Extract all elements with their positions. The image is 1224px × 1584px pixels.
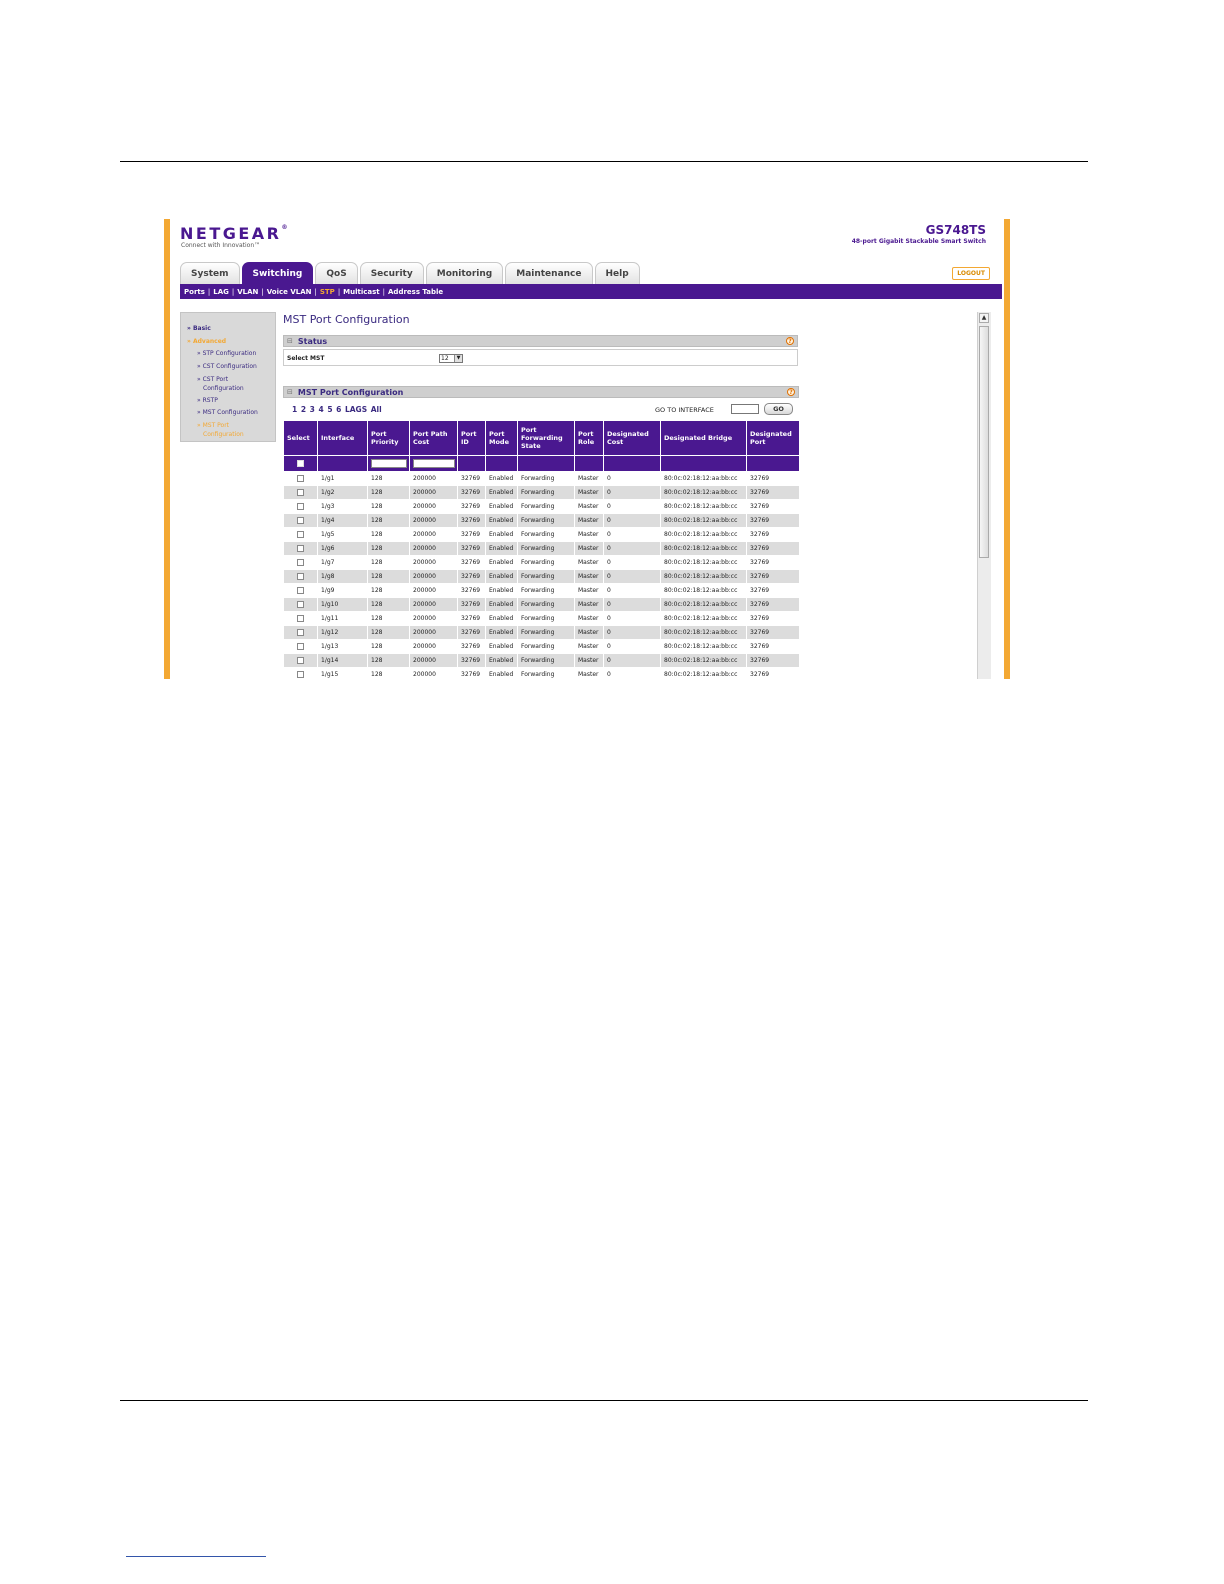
designated-port-cell: 32769	[747, 598, 800, 612]
port-mode-cell: Enabled	[486, 612, 518, 626]
port-forwarding-state-cell: Forwarding	[518, 486, 575, 500]
table-row[interactable]	[284, 486, 800, 500]
row-checkbox[interactable]	[297, 531, 304, 538]
table-row[interactable]	[284, 626, 800, 640]
port-role-cell: Master	[575, 556, 604, 570]
interface-cell: 1/g5	[318, 528, 368, 542]
filter-cell	[604, 456, 661, 472]
port-path-cost-cell: 200000	[410, 668, 458, 680]
scroll-up-icon[interactable]: ▲	[979, 313, 989, 323]
subnav-stp[interactable]: STP	[319, 287, 335, 296]
designated-cost-cell: 0	[604, 542, 661, 556]
designated-bridge-cell: 80:0c:02:18:12:aa:bb:cc	[661, 500, 747, 514]
designated-port-cell: 32769	[747, 500, 800, 514]
sub-navigation	[180, 284, 1002, 299]
port-role-cell: Master	[575, 514, 604, 528]
port-path-cost-cell: 200000	[410, 472, 458, 486]
select-all-checkbox[interactable]	[297, 460, 304, 467]
designated-port-cell: 32769	[747, 612, 800, 626]
leftnav-cst-configuration[interactable]: » CST Configuration	[197, 363, 257, 370]
port-mode-cell: Enabled	[486, 486, 518, 500]
select-cell	[284, 556, 318, 570]
leftnav-mst-port-configuration-line2[interactable]: Configuration	[203, 431, 244, 438]
filter-cell	[747, 456, 800, 472]
port-role-cell: Master	[575, 500, 604, 514]
select-cell	[284, 598, 318, 612]
select-cell	[284, 542, 318, 556]
table-row[interactable]	[284, 500, 800, 514]
port-forwarding-state-cell: Forwarding	[518, 500, 575, 514]
port-forwarding-state-cell: Forwarding	[518, 570, 575, 584]
row-checkbox[interactable]	[297, 559, 304, 566]
designated-bridge-cell: 80:0c:02:18:12:aa:bb:cc	[661, 654, 747, 668]
designated-port-cell: 32769	[747, 556, 800, 570]
port-forwarding-state-cell: Forwarding	[518, 584, 575, 598]
header-port-id: Port ID	[458, 421, 486, 456]
leftnav-rstp[interactable]: » RSTP	[197, 397, 218, 404]
port-mode-cell: Enabled	[486, 570, 518, 584]
logout-button[interactable]: LOGOUT	[952, 267, 990, 280]
port-mode-cell: Enabled	[486, 528, 518, 542]
port-id-cell: 32769	[458, 542, 486, 556]
port-id-cell: 32769	[458, 500, 486, 514]
header-designated-bridge: Designated Bridge	[661, 421, 747, 456]
port-priority-cell: 128	[368, 654, 410, 668]
tab-maintenance[interactable]: Maintenance	[505, 262, 592, 284]
subnav-voice-vlan[interactable]: Voice VLAN	[266, 287, 312, 296]
select-all-cell	[284, 456, 318, 472]
port-priority-cell: 128	[368, 612, 410, 626]
port-id-cell: 32769	[458, 556, 486, 570]
port-mode-cell: Enabled	[486, 640, 518, 654]
port-id-cell: 32769	[458, 570, 486, 584]
tab-monitoring[interactable]: Monitoring	[426, 262, 504, 284]
port-path-cost-cell: 200000	[410, 584, 458, 598]
collapse-icon[interactable]: ⊟	[287, 388, 293, 396]
status-section-header[interactable]	[283, 335, 798, 347]
port-forwarding-state-cell: Forwarding	[518, 654, 575, 668]
designated-port-cell: 32769	[747, 514, 800, 528]
port-id-cell: 32769	[458, 472, 486, 486]
port-path-cost-cell: 200000	[410, 500, 458, 514]
port-path-cost-cell: 200000	[410, 640, 458, 654]
designated-port-cell: 32769	[747, 584, 800, 598]
port-path-cost-cell: 200000	[410, 598, 458, 612]
port-path-cost-cell: 200000	[410, 654, 458, 668]
header-port-priority: Port Priority	[368, 421, 410, 456]
port-mode-cell: Enabled	[486, 626, 518, 640]
subnav-separator: |	[337, 287, 341, 296]
interface-cell: 1/g10	[318, 598, 368, 612]
filter-cell	[575, 456, 604, 472]
port-id-cell: 32769	[458, 598, 486, 612]
designated-bridge-cell: 80:0c:02:18:12:aa:bb:cc	[661, 612, 747, 626]
port-id-cell: 32769	[458, 626, 486, 640]
model-description: 48-port Gigabit Stackable Smart Switch	[851, 238, 986, 245]
designated-bridge-cell: 80:0c:02:18:12:aa:bb:cc	[661, 472, 747, 486]
goto-interface-label: GO TO INTERFACE	[655, 406, 714, 414]
subnav-separator: |	[207, 287, 211, 296]
interface-cell: 1/g11	[318, 612, 368, 626]
vertical-scrollbar[interactable]	[977, 312, 991, 679]
port-id-cell: 32769	[458, 528, 486, 542]
subnav-separator: |	[314, 287, 317, 296]
header-port-path-cost: Port Path Cost	[410, 421, 458, 456]
designated-cost-cell: 0	[604, 500, 661, 514]
port-role-cell: Master	[575, 472, 604, 486]
designated-cost-cell: 0	[604, 626, 661, 640]
filter-cell	[661, 456, 747, 472]
designated-cost-cell: 0	[604, 654, 661, 668]
port-priority-cell: 128	[368, 500, 410, 514]
select-cell	[284, 500, 318, 514]
table-row[interactable]	[284, 612, 800, 626]
designated-bridge-cell: 80:0c:02:18:12:aa:bb:cc	[661, 542, 747, 556]
designated-cost-cell: 0	[604, 668, 661, 680]
table-row[interactable]	[284, 654, 800, 668]
port-path-cost-cell: 200000	[410, 514, 458, 528]
page-top-rule	[120, 161, 1088, 162]
designated-bridge-cell: 80:0c:02:18:12:aa:bb:cc	[661, 668, 747, 680]
port-priority-cell: 128	[368, 542, 410, 556]
port-priority-cell: 128	[368, 668, 410, 680]
designated-bridge-cell: 80:0c:02:18:12:aa:bb:cc	[661, 598, 747, 612]
select-cell	[284, 668, 318, 680]
port-priority-cell: 128	[368, 528, 410, 542]
web-ui	[170, 219, 1004, 679]
subnav-vlan[interactable]: VLAN	[237, 287, 259, 296]
leftnav-mst-port-configuration[interactable]: » MST Port	[197, 422, 230, 429]
designated-port-cell: 32769	[747, 626, 800, 640]
port-role-cell: Master	[575, 626, 604, 640]
select-cell	[284, 514, 318, 528]
row-checkbox[interactable]	[297, 615, 304, 622]
port-forwarding-state-cell: Forwarding	[518, 528, 575, 542]
interface-cell: 1/g7	[318, 556, 368, 570]
filter-cell	[486, 456, 518, 472]
select-cell	[284, 612, 318, 626]
subnav-ports[interactable]: Ports	[184, 287, 205, 296]
designated-cost-cell: 0	[604, 640, 661, 654]
table-row[interactable]	[284, 668, 800, 680]
designated-port-cell: 32769	[747, 486, 800, 500]
tab-switching[interactable]: Switching	[242, 262, 314, 284]
port-priority-cell: 128	[368, 472, 410, 486]
table-row[interactable]	[284, 640, 800, 654]
row-checkbox[interactable]	[297, 601, 304, 608]
port-role-cell: Master	[575, 528, 604, 542]
designated-bridge-cell: 80:0c:02:18:12:aa:bb:cc	[661, 486, 747, 500]
designated-bridge-cell: 80:0c:02:18:12:aa:bb:cc	[661, 528, 747, 542]
port-mode-cell: Enabled	[486, 500, 518, 514]
interface-cell: 1/g15	[318, 668, 368, 680]
go-button[interactable]: GO	[764, 403, 793, 415]
table-row[interactable]	[284, 556, 800, 570]
filter-cell	[518, 456, 575, 472]
port-forwarding-state-cell: Forwarding	[518, 668, 575, 680]
select-cell	[284, 528, 318, 542]
config-section-header[interactable]	[283, 386, 799, 398]
port-path-cost-cell: 200000	[410, 612, 458, 626]
interface-cell: 1/g4	[318, 514, 368, 528]
designated-port-cell: 32769	[747, 542, 800, 556]
designated-port-cell: 32769	[747, 570, 800, 584]
header-interface: Interface	[318, 421, 368, 456]
port-mode-cell: Enabled	[486, 542, 518, 556]
table-row[interactable]	[284, 528, 800, 542]
designated-port-cell: 32769	[747, 668, 800, 680]
port-forwarding-state-cell: Forwarding	[518, 626, 575, 640]
port-forwarding-state-cell: Forwarding	[518, 640, 575, 654]
designated-port-cell: 32769	[747, 528, 800, 542]
port-role-cell: Master	[575, 570, 604, 584]
port-path-cost-cell: 200000	[410, 528, 458, 542]
port-priority-cell: 128	[368, 514, 410, 528]
filter-cell	[368, 456, 410, 472]
row-checkbox[interactable]	[297, 671, 304, 678]
status-box	[283, 349, 798, 366]
designated-cost-cell: 0	[604, 472, 661, 486]
designated-cost-cell: 0	[604, 612, 661, 626]
select-cell	[284, 486, 318, 500]
designated-bridge-cell: 80:0c:02:18:12:aa:bb:cc	[661, 626, 747, 640]
subnav-address-table[interactable]: Address Table	[388, 287, 444, 296]
page-bottom-rule	[120, 1400, 1088, 1401]
row-checkbox[interactable]	[297, 489, 304, 496]
port-priority-cell: 128	[368, 626, 410, 640]
designated-cost-cell: 0	[604, 514, 661, 528]
interface-cell: 1/g1	[318, 472, 368, 486]
port-mode-cell: Enabled	[486, 584, 518, 598]
designated-bridge-cell: 80:0c:02:18:12:aa:bb:cc	[661, 570, 747, 584]
designated-port-cell: 32769	[747, 472, 800, 486]
port-role-cell: Master	[575, 612, 604, 626]
port-path-cost-cell: 200000	[410, 570, 458, 584]
port-path-cost-cell: 200000	[410, 542, 458, 556]
port-mode-cell: Enabled	[486, 654, 518, 668]
row-checkbox[interactable]	[297, 629, 304, 636]
select-mst-label: Select MST	[287, 355, 325, 362]
tab-help[interactable]: Help	[595, 262, 640, 284]
row-checkbox[interactable]	[297, 517, 304, 524]
page-title: MST Port Configuration	[283, 313, 410, 326]
filter-cell	[410, 456, 458, 472]
port-id-cell: 32769	[458, 486, 486, 500]
subnav-multicast[interactable]: Multicast	[343, 287, 380, 296]
model-name: GS748TS	[925, 223, 986, 237]
port-priority-cell: 128	[368, 640, 410, 654]
interface-cell: 1/g2	[318, 486, 368, 500]
port-forwarding-state-cell: Forwarding	[518, 612, 575, 626]
port-mode-cell: Enabled	[486, 556, 518, 570]
port-role-cell: Master	[575, 640, 604, 654]
select-cell	[284, 626, 318, 640]
select-cell	[284, 570, 318, 584]
port-priority-cell: 128	[368, 584, 410, 598]
leftnav-mst-configuration[interactable]: » MST Configuration	[197, 409, 258, 416]
port-priority-cell: 128	[368, 486, 410, 500]
leftnav-stp-configuration[interactable]: » STP Configuration	[197, 350, 257, 357]
port-role-cell: Master	[575, 668, 604, 680]
subnav-separator: |	[382, 287, 386, 296]
designated-cost-cell: 0	[604, 584, 661, 598]
header-port-role: Port Role	[575, 421, 604, 456]
select-cell	[284, 472, 318, 486]
port-forwarding-state-cell: Forwarding	[518, 472, 575, 486]
leftnav-cst-port-configuration[interactable]: » CST Port	[197, 376, 229, 383]
row-checkbox[interactable]	[297, 643, 304, 650]
select-cell	[284, 654, 318, 668]
interface-cell: 1/g12	[318, 626, 368, 640]
header-designated-port: Designated Port	[747, 421, 800, 456]
designated-port-cell: 32769	[747, 654, 800, 668]
port-role-cell: Master	[575, 584, 604, 598]
goto-interface-input[interactable]	[731, 404, 759, 414]
tab-qos[interactable]: QoS	[315, 262, 357, 284]
tab-security[interactable]: Security	[360, 262, 424, 284]
port-role-cell: Master	[575, 542, 604, 556]
port-path-cost-cell: 200000	[410, 486, 458, 500]
port-role-cell: Master	[575, 654, 604, 668]
interface-cell: 1/g14	[318, 654, 368, 668]
port-priority-cell: 128	[368, 556, 410, 570]
port-role-cell: Master	[575, 486, 604, 500]
row-checkbox[interactable]	[297, 587, 304, 594]
interface-cell: 1/g6	[318, 542, 368, 556]
screenshot-frame	[164, 219, 1010, 679]
port-id-cell: 32769	[458, 584, 486, 598]
filter-cell	[318, 456, 368, 472]
port-id-cell: 32769	[458, 654, 486, 668]
designated-cost-cell: 0	[604, 486, 661, 500]
port-priority-input[interactable]	[371, 459, 407, 468]
subnav-lag[interactable]: LAG	[213, 287, 229, 296]
row-checkbox[interactable]	[297, 475, 304, 482]
port-path-cost-input[interactable]	[413, 459, 455, 468]
header-designated-cost: Designated Cost	[604, 421, 661, 456]
scrollbar-thumb[interactable]	[979, 326, 989, 558]
port-id-cell: 32769	[458, 668, 486, 680]
subnav-separator: |	[261, 287, 264, 296]
port-mode-cell: Enabled	[486, 598, 518, 612]
row-checkbox[interactable]	[297, 503, 304, 510]
header-port-mode: Port Mode	[486, 421, 518, 456]
config-section-title: MST Port Configuration	[297, 387, 404, 397]
table-row[interactable]	[284, 584, 800, 598]
port-mode-cell: Enabled	[486, 514, 518, 528]
designated-bridge-cell: 80:0c:02:18:12:aa:bb:cc	[661, 640, 747, 654]
leftnav-basic[interactable]: » Basic	[187, 325, 211, 332]
port-path-cost-cell: 200000	[410, 626, 458, 640]
designated-port-cell: 32769	[747, 640, 800, 654]
port-forwarding-state-cell: Forwarding	[518, 598, 575, 612]
interface-cell: 1/g8	[318, 570, 368, 584]
mst-port-table	[283, 420, 800, 679]
brand-tagline: Connect with Innovation™	[181, 242, 261, 249]
port-id-cell: 32769	[458, 612, 486, 626]
collapse-icon[interactable]: ⊟	[287, 337, 293, 345]
port-path-cost-cell: 200000	[410, 556, 458, 570]
select-cell	[284, 584, 318, 598]
left-navigation	[180, 312, 276, 442]
port-forwarding-state-cell: Forwarding	[518, 556, 575, 570]
interface-cell: 1/g9	[318, 584, 368, 598]
designated-bridge-cell: 80:0c:02:18:12:aa:bb:cc	[661, 584, 747, 598]
row-checkbox[interactable]	[297, 573, 304, 580]
row-checkbox[interactable]	[297, 545, 304, 552]
table-row[interactable]	[284, 570, 800, 584]
designated-cost-cell: 0	[604, 570, 661, 584]
port-forwarding-state-cell: Forwarding	[518, 542, 575, 556]
port-mode-cell: Enabled	[486, 668, 518, 680]
interface-cell: 1/g13	[318, 640, 368, 654]
tab-system[interactable]: System	[180, 262, 240, 284]
interface-cell: 1/g3	[318, 500, 368, 514]
status-section-title: Status	[297, 336, 328, 346]
designated-cost-cell: 0	[604, 598, 661, 612]
table-row[interactable]	[284, 542, 800, 556]
port-priority-cell: 128	[368, 598, 410, 612]
select-cell	[284, 640, 318, 654]
port-role-cell: Master	[575, 598, 604, 612]
port-id-cell: 32769	[458, 514, 486, 528]
subnav-separator: |	[231, 287, 235, 296]
filter-cell	[458, 456, 486, 472]
port-id-cell: 32769	[458, 640, 486, 654]
table-row[interactable]	[284, 514, 800, 528]
main-tabs	[180, 262, 640, 284]
select-mst-value: 12	[441, 355, 449, 362]
designated-cost-cell: 0	[604, 556, 661, 570]
designated-bridge-cell: 80:0c:02:18:12:aa:bb:cc	[661, 556, 747, 570]
filter-row	[284, 456, 800, 472]
port-mode-cell: Enabled	[486, 472, 518, 486]
table-row[interactable]	[284, 472, 800, 486]
designated-bridge-cell: 80:0c:02:18:12:aa:bb:cc	[661, 514, 747, 528]
port-priority-cell: 128	[368, 570, 410, 584]
port-forwarding-state-cell: Forwarding	[518, 514, 575, 528]
select-mst-dropdown[interactable]	[439, 354, 463, 363]
leftnav-cst-port-configuration-line2[interactable]: Configuration	[203, 385, 244, 392]
header-select: Select	[284, 421, 318, 456]
netgear-logo: NETGEAR®	[180, 224, 290, 243]
chevron-down-icon[interactable]: ▼	[454, 355, 462, 362]
help-icon[interactable]: ?	[787, 388, 795, 396]
designated-cost-cell: 0	[604, 528, 661, 542]
header-port-forwarding-state: Port Forwarding State	[518, 421, 575, 456]
table-row[interactable]	[284, 598, 800, 612]
footer-link-underline	[126, 1556, 266, 1557]
help-icon[interactable]: ?	[786, 337, 794, 345]
page-links[interactable]: 1 2 3 4 5 6 LAGS All	[292, 405, 382, 414]
leftnav-advanced[interactable]: » Advanced	[187, 338, 227, 345]
row-checkbox[interactable]	[297, 657, 304, 664]
